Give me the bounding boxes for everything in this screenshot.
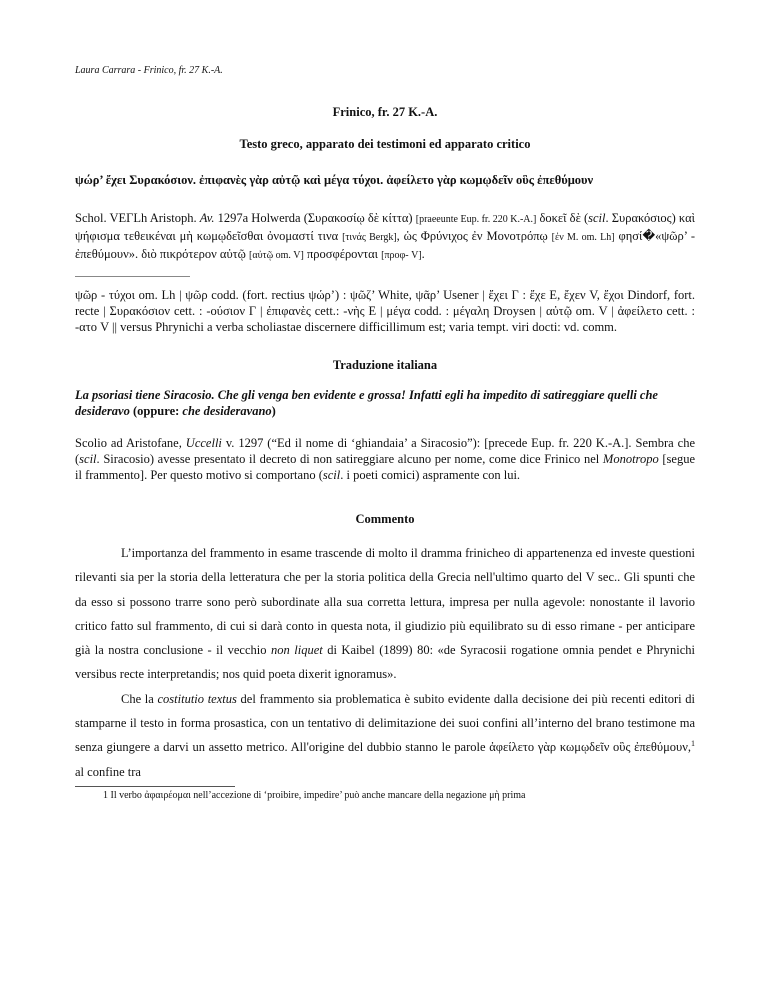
scholion-part: , ὡς Φρύνιχος ἐν Μονοτρόπῳ: [396, 229, 552, 243]
page-title: Frinico, fr. 27 K.-A.: [332, 105, 438, 119]
commento-part: di Kaibel (1899) 80: «de Syracosii rogatione omnia pendet e Phrynichi versibus recte interpretandis; nos quid poeta dixerit ignoramus».: [75, 643, 695, 682]
commento-part: del frammento sia problematica è subito evidente dalla decisione dei più recenti editori di stamparne il testo in forma prosastica, con un tentativo di delimitazione dei suoi confini all’interno del brano testimone ma senza giungere a darvi un assetto metrico. All'origine del dubbio stanno le parole ἀφείλετο γὰρ κωμῳδεῖν οὓς ἐπεθύμουν,: [75, 691, 695, 755]
scholion-testimony: [75, 210, 695, 264]
scholion-scil: scil: [588, 211, 606, 225]
scolio-scil: scil: [322, 468, 341, 482]
scolio-part: . i poeti comici) aspramente con lui.: [340, 468, 521, 482]
footnote-1: 1 Il verbo ἀφαιρέομαι nell’accezione di ‘proibire, impedire’ può anche mancare della negazione μὴ prima: [103, 789, 526, 801]
scholion-part: 1297a Holwerda (Συρακοσίῳ δὲ κίττα): [214, 211, 416, 225]
scolio-translation: [75, 435, 695, 483]
section-subtitle: Testo greco, apparato dei testimoni ed apparato critico: [239, 137, 531, 151]
greek-fragment-text: ψώρ’ ἔχει Συρακόσιον. ἐπιφανὲς γὰρ αὐτῷ καὶ μέγα τύχοι. ἀφείλετο γὰρ κωμῳδεῖν οὓς ἐπεθύμουν: [75, 173, 594, 187]
italian-translation: [75, 387, 695, 419]
translation-alt-open: (oppure:: [129, 404, 183, 418]
translation-main: La psoriasi tiene Siracosio. Che gli venga ben evidente e grossa! Infatti egli ha impedito di satireggiare quelli che desideravo: [75, 388, 658, 418]
commento-paragraph-2: [75, 687, 695, 784]
scholion-part: Schol. VEΓLh Aristoph.: [75, 211, 200, 225]
critical-apparatus: ψῶρ - τύχοι om. Lh | ψῶρ codd. (fort. rectius ψώρ’) : ψῶζ’ White, ψᾶρ’ Usener | ἔχει Γ : ἔχε E, ἔχεν V, ἔχοι Dindorf, fort. recte | Συρακόσιον cett. : -ούσιον Γ | ἐπιφανὲς cett.: -νὴς E | μέγα codd. : μέγαλη Droysen | αὐτῷ om. V | ἀφείλετο cett. : -ατο V || versus Phrynichi a verba scholiastae discernere difficillimum est; varia tempt. viri docti: vd. comm.: [75, 288, 695, 334]
translation-alt: che desideravano: [182, 404, 272, 418]
scolio-monotropo: Monotropo: [602, 452, 659, 466]
scholion-part: . Συρακόσιος) καὶ ψήφισμα τεθεικέναι μὴ κωμῳδεῖσθαι ὀνομαστί τινα: [75, 211, 696, 243]
scolio-part: . Siracosio) avesse presentato il decreto di non satireggiare alcuno per nome, come dice Frinico nel: [96, 452, 603, 466]
commento-part: L’importanza del frammento in esame trascende di molto il dramma frinicheo di appartenenza ed investe questioni rilevanti sia per la storia della letteratura che per la storia politica della Grecia nell'ultimo quarto del V sec.. Gli spunti che da esso si possono trarre sono però subordinate alla sua corretta lettura, impresa per nulla agevole: nonostante il lavorio critico fatto sul frammento, di cui si darà conto in questa nota, il giudizio più equilibrato su di esso rimane - per anticipare già la nostra conclusione - il vecchio: [75, 546, 695, 658]
footnote-divider: [75, 786, 235, 787]
scolio-scil: scil: [79, 452, 97, 466]
scolio-part: Scolio ad Aristofane,: [75, 436, 186, 450]
scholion-bracket: [ἐν M. om. Lh]: [551, 232, 615, 243]
page: [75, 64, 695, 802]
commento-costitutio: costitutio textus: [157, 691, 237, 706]
footnote-marker[interactable]: 1: [691, 739, 695, 749]
scholion-bracket: [προφ- V]: [381, 250, 422, 261]
scholion-part: προσφέρονται: [303, 247, 382, 261]
scholion-part: φησί�«ψῶρ’ - ἐπεθύμουν». διὸ πικρότερον αὐτῷ: [75, 229, 695, 261]
apparatus-divider: [75, 276, 190, 277]
scolio-uccelli: Uccelli: [185, 436, 222, 450]
commento-part: al confine tra: [75, 764, 141, 779]
commento-heading: Commento: [355, 512, 415, 526]
scholion-part: .: [421, 247, 425, 261]
scholion-bracket: [τινάς Bergk]: [342, 232, 397, 243]
scholion-bracket: [αὐτῷ om. V]: [249, 250, 304, 261]
translation-heading: Traduzione italiana: [332, 358, 438, 372]
scolio-part: [segue il frammento]. Per questo motivo si comportano (: [75, 452, 695, 482]
commento-non-liquet: non liquet: [271, 643, 323, 658]
running-head: Laura Carrara - Frinico, fr. 27 K.-A.: [75, 65, 223, 76]
scholion-bracket: [praeeunte Eup. fr. 220 K.-A.]: [415, 214, 537, 225]
commento-paragraph-1: [75, 541, 695, 687]
scholion-av: Av.: [199, 211, 215, 225]
translation-alt-close: ): [271, 404, 276, 418]
scholion-part: δοκεῖ δὲ (: [536, 211, 589, 225]
scolio-part: v. 1297 (“Ed il nome di ‘ghiandaia’ a Siracosio”): [precede Eup. fr. 220 K.-A.]. Sembra che (: [75, 436, 695, 466]
commento-part: Che la: [121, 691, 158, 706]
